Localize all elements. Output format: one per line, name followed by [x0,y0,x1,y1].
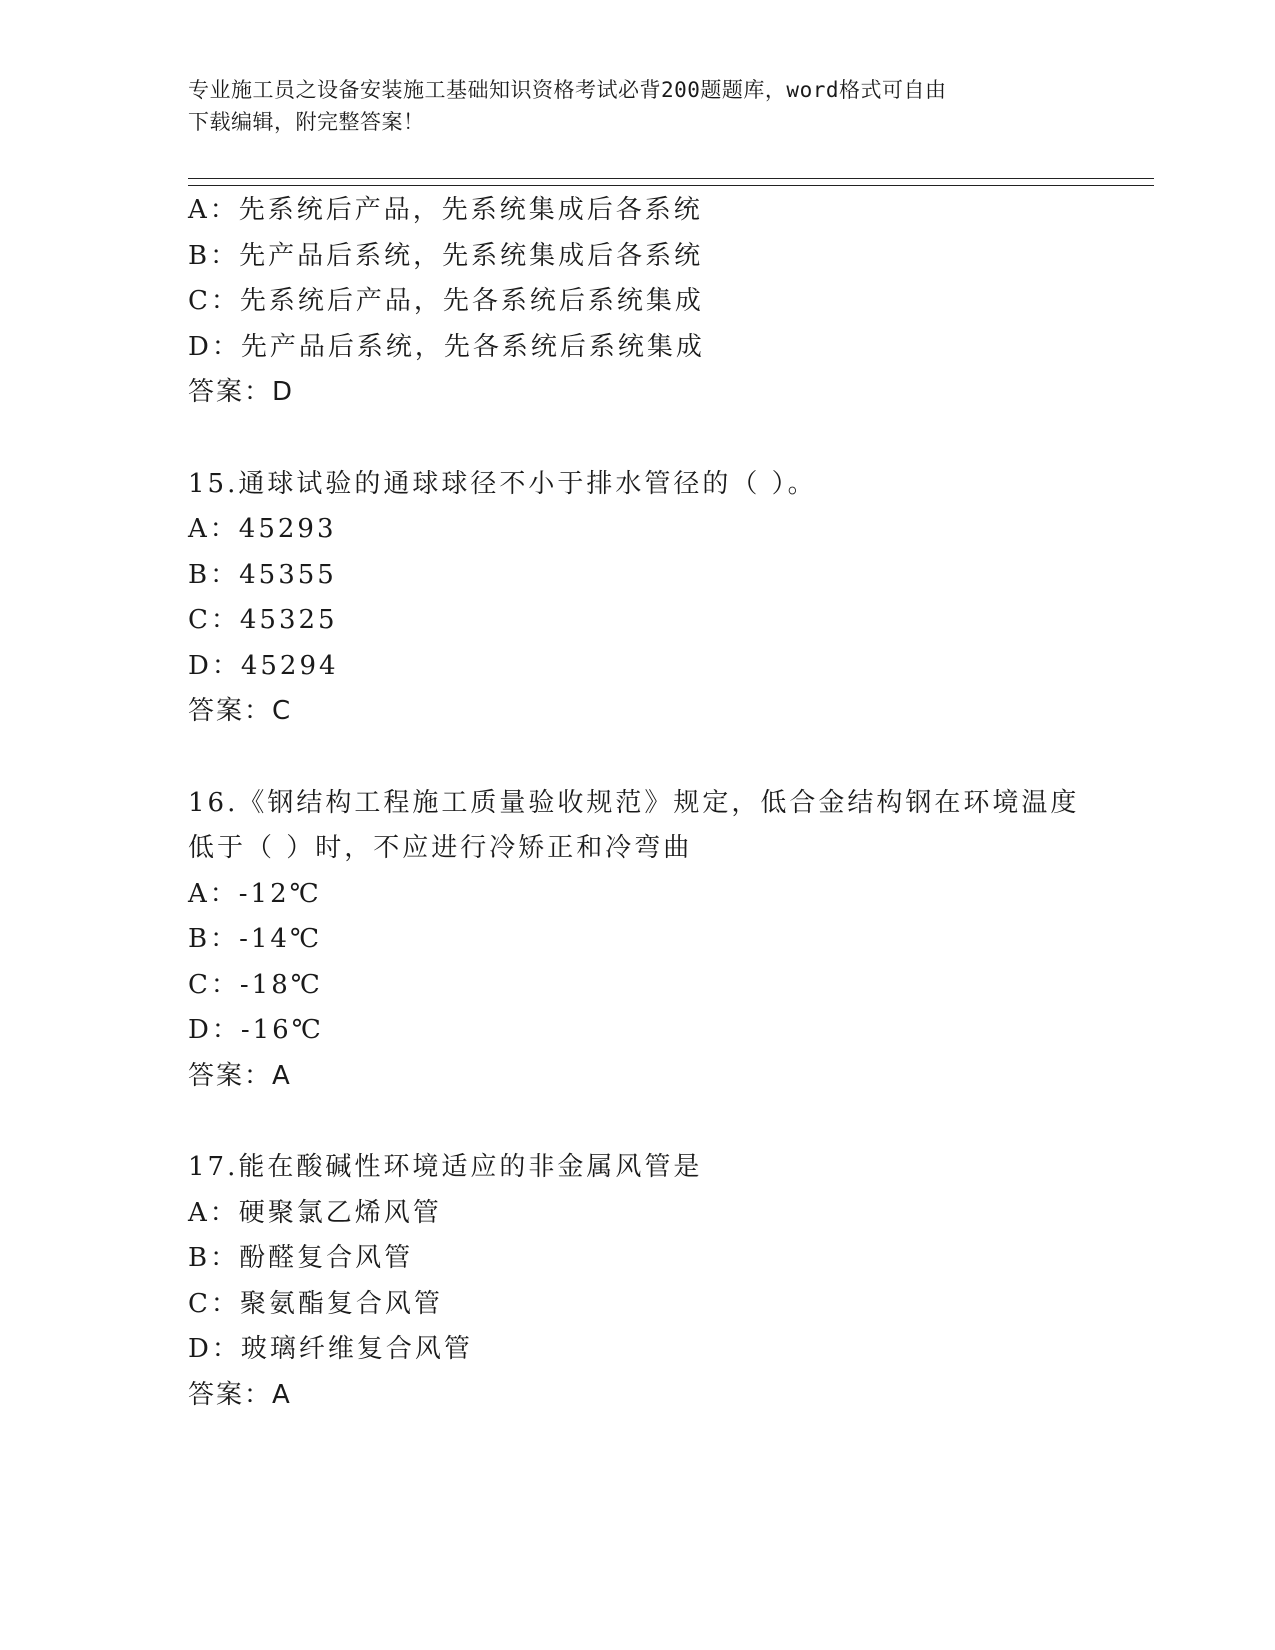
option-a: A：先系统后产品，先系统集成后各系统 [188,195,703,225]
question-stem-continued: 低于（ ）时，不应进行冷矫正和冷弯曲 [188,833,693,863]
option-d: D：玻璃纤维复合风管 [188,1334,473,1364]
option-c: C：45325 [188,605,338,635]
answer-line: 答案：A [188,1060,292,1091]
question-17 [188,1145,1154,1418]
option-d: D：45294 [188,650,339,681]
answer-line: 答案：D [188,377,295,407]
spacer [188,1099,1154,1145]
page-header [188,74,1078,138]
header-line-1: 专业施工员之设备安装施工基础知识资格考试必背200题题库，word格式可自由 [188,78,947,102]
header-line-2: 下载编辑，附完整答案！ [188,110,425,134]
option-b: B：酚醛复合风管 [188,1243,414,1273]
option-b: B：45355 [188,559,337,590]
option-d: D：-16℃ [188,1015,324,1045]
answer-line: 答案：A [188,1379,292,1410]
question-15 [188,462,1154,735]
question-content [188,188,1154,1418]
option-c: C：先系统后产品，先各系统后系统集成 [188,286,704,316]
question-stem: 15.通球试验的通球球径不小于排水管径的（ ）。 [188,468,817,499]
question-stem: 17.能在酸碱性环境适应的非金属风管是 [188,1152,703,1182]
option-d: D：先产品后系统，先各系统后系统集成 [188,331,705,362]
spacer [188,735,1154,781]
option-b: B：先产品后系统，先系统集成后各系统 [188,240,704,271]
question-14-carryover [188,188,1154,416]
option-a: A：-12℃ [188,878,322,909]
question-stem: 16.《钢结构工程施工质量验收规范》规定，低合金结构钢在环境温度 [188,787,1080,818]
option-c: C：-18℃ [188,969,323,1000]
option-a: A：45293 [188,514,337,544]
option-a: A：硬聚氯乙烯风管 [188,1197,442,1228]
option-c: C：聚氨酯复合风管 [188,1288,443,1319]
header-double-rule [188,178,1154,186]
option-b: B：-14℃ [188,924,323,954]
spacer [188,416,1154,462]
answer-line: 答案：C [188,696,293,726]
question-16 [188,781,1154,1100]
